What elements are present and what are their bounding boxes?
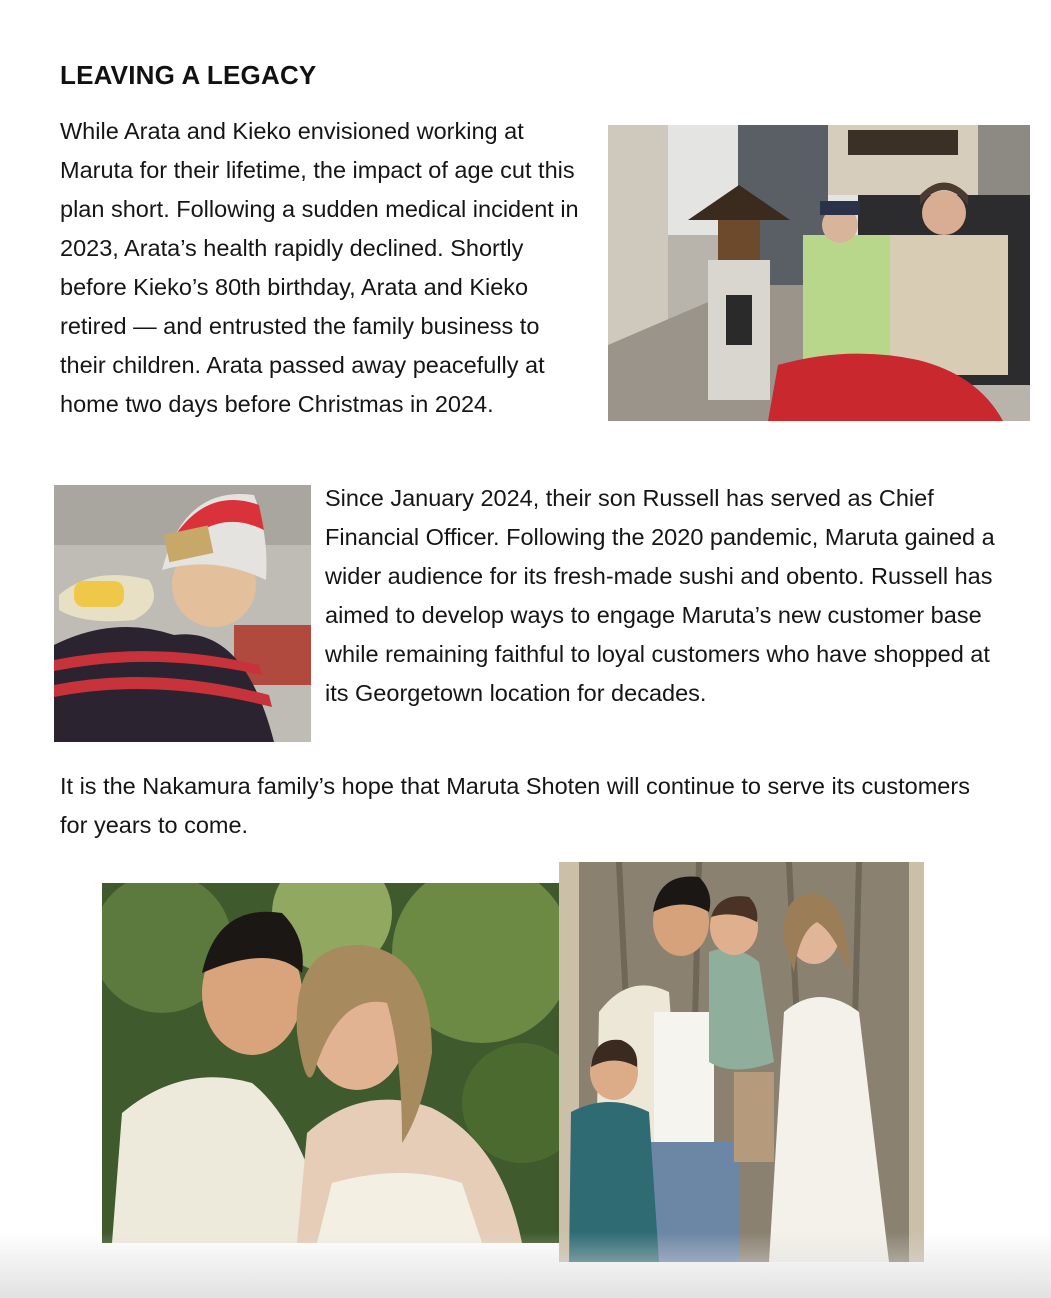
photo-child-winter-hat — [54, 485, 311, 742]
paragraph-russell: Since January 2024, their son Russell has served as Chief Financial Officer. Following the 2020 pandemic, Maruta gained a wider audience for its fresh-made sushi and obento. Russell has aimed to develop ways to engage Maruta’s new customer base while remaining faithful to loyal customers who have shopped at its Georgetown location for decades. — [325, 485, 995, 706]
photo-elderly-couple-rickshaw — [608, 125, 1030, 421]
page-bottom-fade — [0, 1232, 1051, 1298]
photo-couple-portrait — [102, 883, 559, 1243]
paragraph-family-hope: It is the Nakamura family’s hope that Maruta Shoten will continue to serve its customers for years to come. — [60, 773, 970, 838]
paragraph-retirement: While Arata and Kieko envisioned working at Maruta for their lifetime, the impact of age cut this plan short. Following a sudden medical incident in 2023, Arata’s health rapidly declined. Shortly before Kieko’s 80th birthday, Arata and Kieko retired — and entrusted the family business to their children. Arata passed away peacefully at home two days before Christmas in 2024. — [60, 118, 579, 417]
section-heading: LEAVING A LEGACY — [60, 60, 317, 90]
photo-family-by-tree — [559, 862, 924, 1262]
